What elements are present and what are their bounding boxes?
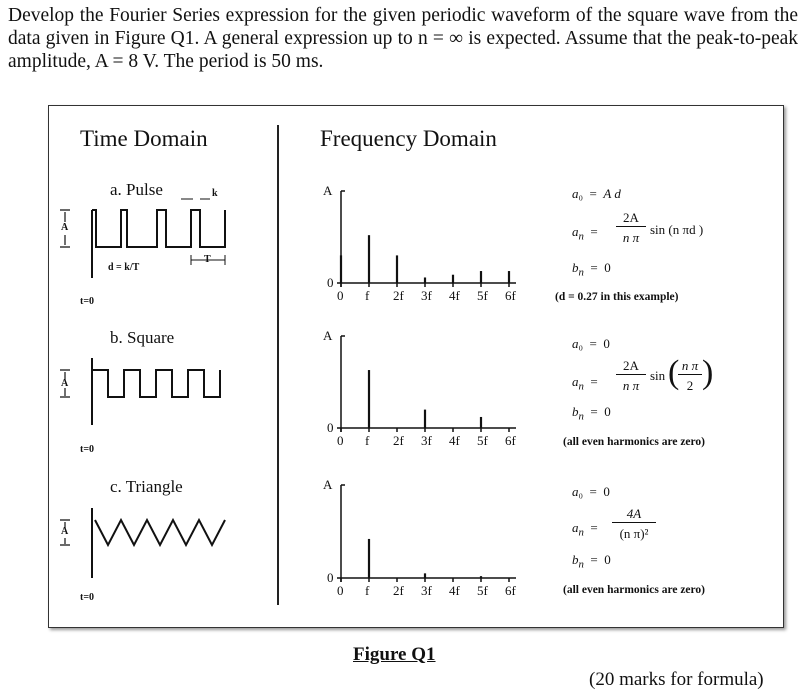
pulse-an-sin: sin (n πd ) (650, 222, 704, 237)
pulse-an-num: 2A (616, 210, 646, 227)
x-tick-label: 6f (505, 433, 516, 448)
y-zero-label: 0 (327, 275, 334, 290)
x-tick-label: 5f (477, 288, 488, 303)
pulse-k-label: k (212, 188, 218, 199)
triangle-label: c. Triangle (110, 477, 183, 496)
x-tick-label: 4f (449, 288, 460, 303)
square-frac-num: n π (678, 358, 702, 375)
pulse-t0: t=0 (80, 296, 95, 307)
triangle-t0: t=0 (80, 592, 95, 603)
pulse-label: a. Pulse (110, 180, 163, 199)
marks-text: (20 marks for formula) (589, 669, 764, 690)
x-tick-label: 5f (477, 583, 488, 598)
triangle-an: $a_n$ = (572, 520, 598, 539)
triangle-an-den: (n π)² (619, 526, 649, 541)
pulse-bn: $b_n = 0$ (572, 260, 611, 279)
triangle-an-num: 4A (612, 506, 656, 523)
x-tick-label: 3f (421, 433, 432, 448)
square-bn: $b_n = 0$ (572, 404, 611, 423)
square-t0: t=0 (80, 444, 95, 455)
x-tick-label: 0 (337, 433, 344, 448)
square-waveform (92, 358, 220, 425)
square-a0: a₀ = 0 (572, 336, 610, 351)
time-domain-title: Time Domain (80, 126, 208, 151)
square-an: $a_n$ = (572, 374, 598, 393)
x-tick-label: 6f (505, 288, 516, 303)
y-top-label: A (323, 328, 333, 343)
x-tick-label: 2f (393, 288, 404, 303)
figure-caption: Figure Q1 (353, 644, 436, 665)
paren-right: ) (702, 354, 714, 391)
square-frac-den: 2 (686, 378, 694, 393)
y-zero-label: 0 (327, 570, 334, 585)
pulse-T-label: T (204, 254, 211, 265)
pulse-a0: a₀ = A d (572, 186, 621, 201)
x-tick-label: 0 (337, 583, 344, 598)
square-amp-label: A (61, 378, 69, 389)
pulse-note: (d = 0.27 in this example) (555, 291, 679, 303)
x-tick-label: 2f (393, 433, 404, 448)
x-tick-label: 0 (337, 288, 344, 303)
pulse-duty-label: d = k/T (108, 262, 140, 273)
square-an-num: 2A (616, 358, 646, 375)
paren-left: ( (668, 354, 680, 391)
x-tick-label: f (365, 583, 370, 598)
square-an-sin: sin (650, 368, 666, 383)
x-tick-label: 5f (477, 433, 488, 448)
x-tick-label: f (365, 288, 370, 303)
pulse-an-den: n π (622, 230, 640, 245)
pulse-amp-label: A (61, 222, 69, 233)
square-note: (all even harmonics are zero) (563, 436, 706, 448)
frequency-domain-title: Frequency Domain (320, 126, 497, 151)
square-label: b. Square (110, 328, 175, 347)
x-tick-label: 3f (421, 288, 432, 303)
x-tick-label: 6f (505, 583, 516, 598)
triangle-amp-label: A (61, 526, 69, 537)
x-tick-label: 4f (449, 433, 460, 448)
square-an-den: n π (622, 378, 640, 393)
triangle-waveform (92, 508, 225, 578)
question-text: Develop the Fourier Series expression for the given periodic waveform of the square wave from the data given in Figure Q1. A general expression up to n = ∞ is expected. Assume that the peak-to-peak amplitude, A = 8 V. The period is 50 ms. (8, 5, 798, 72)
y-top-label: A (323, 183, 333, 198)
y-zero-label: 0 (327, 420, 334, 435)
triangle-a0: a₀ = 0 (572, 484, 610, 499)
x-tick-label: f (365, 433, 370, 448)
triangle-bn: $b_n = 0$ (572, 552, 611, 571)
triangle-note: (all even harmonics are zero) (563, 584, 706, 596)
x-tick-label: 2f (393, 583, 404, 598)
x-tick-label: 4f (449, 583, 460, 598)
pulse-an: $a_n$ = (572, 224, 598, 243)
y-top-label: A (323, 477, 333, 492)
x-tick-label: 3f (421, 583, 432, 598)
